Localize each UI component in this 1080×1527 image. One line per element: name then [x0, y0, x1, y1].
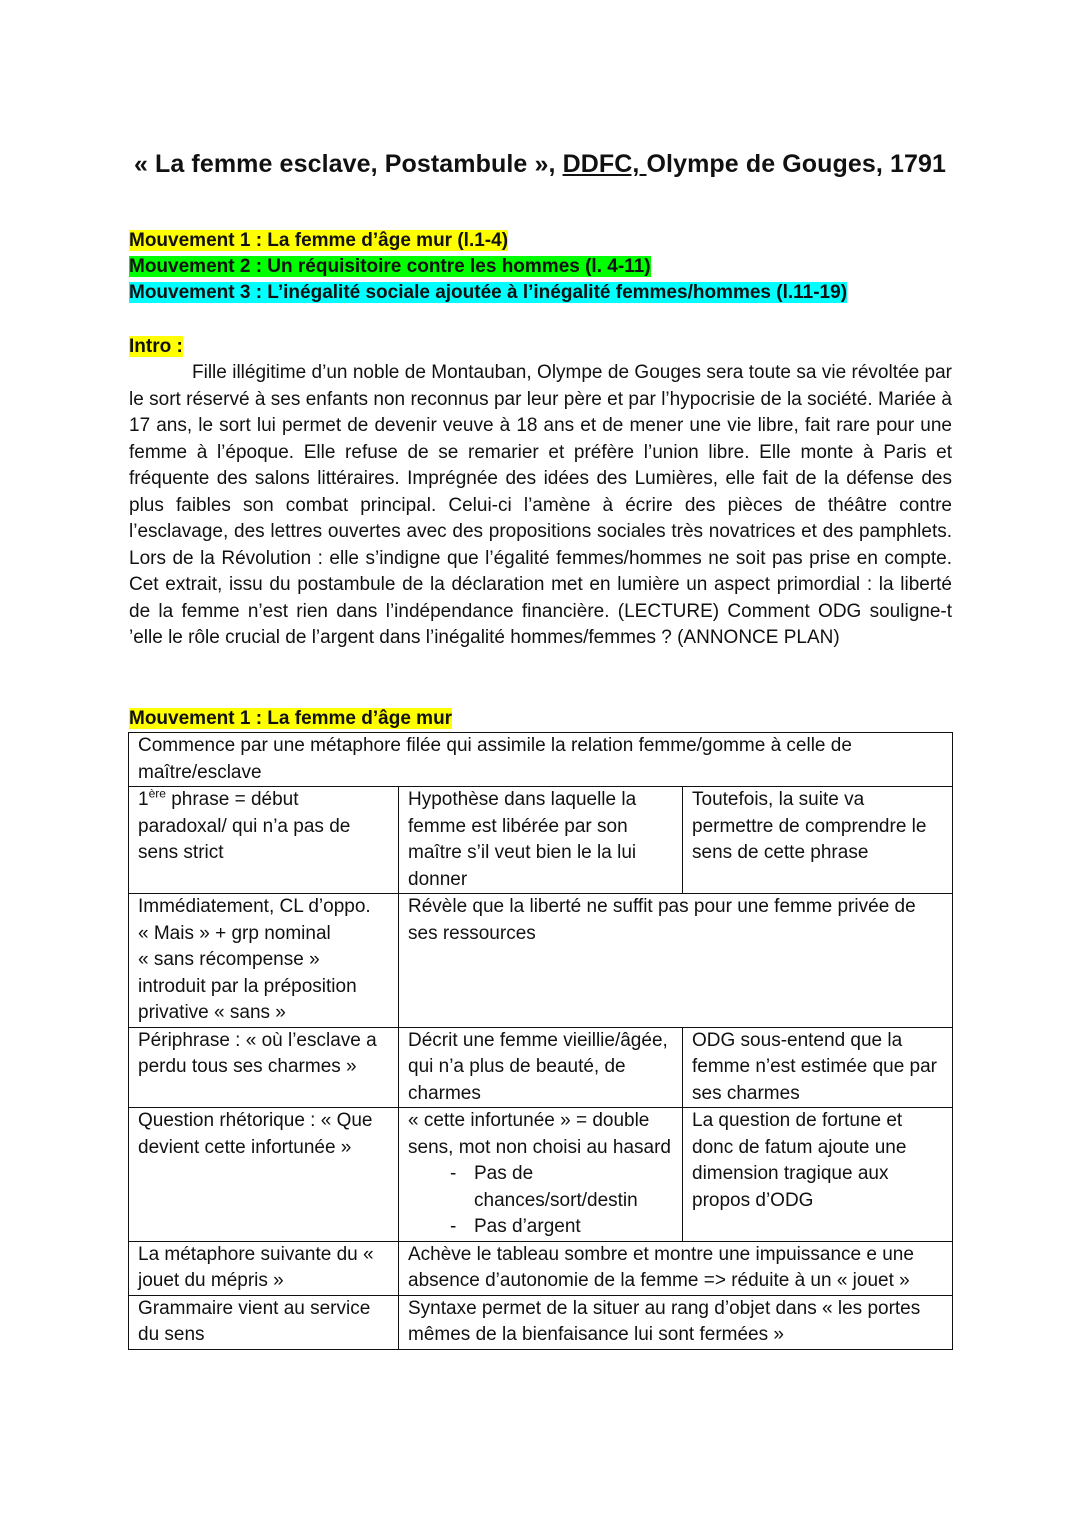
- table-row: [129, 1027, 953, 1108]
- movement-1-heading: Mouvement 1 : La femme d’âge mur (l.1-4): [129, 230, 509, 251]
- table-cell: Grammaire vient au service du sens: [129, 1295, 399, 1349]
- table-cell: La question de fortune et donc de fatum ajoute une dimension tragique aux propos d’ODG: [683, 1108, 953, 1242]
- movement-3-heading: Mouvement 3 : L’inégalité sociale ajoutée à l’inégalité femmes/hommes (l.11-19): [129, 282, 848, 303]
- title-author: Olympe de Gouges, 1791: [646, 150, 947, 178]
- table-header-cell: Commence par une métaphore filée qui assimile la relation femme/gomme à celle de maître/esclave: [129, 733, 953, 787]
- title-quote: « La femme esclave, Postambule »,: [133, 150, 563, 178]
- movement-2-heading: Mouvement 2 : Un réquisitoire contre les hommes (l. 4-11): [129, 256, 651, 277]
- table-cell: Immédiatement, CL d’oppo. « Mais » + grp nominal « sans récompense » introduit par la préposition privative « sans »: [129, 894, 399, 1028]
- table-cell: Décrit une femme vieillie/âgée, qui n’a plus de beauté, de charmes: [399, 1027, 683, 1108]
- table-cell: Révèle que la liberté ne suffit pas pour une femme privée de ses ressources: [399, 894, 953, 1028]
- list-item: - Pas d’argent: [450, 1214, 673, 1241]
- table-row: [129, 1241, 953, 1295]
- table-cell: « cette infortunée » = double sens, mot non choisi au hasard - Pas de chances/sort/destin - Pas d’argent: [399, 1108, 683, 1242]
- table-cell: Périphrase : « où l’esclave a perdu tous ses charmes »: [129, 1027, 399, 1108]
- analysis-table: [128, 732, 953, 1350]
- title-work: DDFC,: [562, 150, 647, 178]
- table-cell: ODG sous-entend que la femme n’est estimée que par ses charmes: [683, 1027, 953, 1108]
- table-cell: La métaphore suivante du « jouet du mépris »: [129, 1241, 399, 1295]
- table-cell: Hypothèse dans laquelle la femme est libérée par son maître s’il veut bien le la lui donner: [399, 787, 683, 894]
- table-row: [129, 787, 953, 894]
- section-1-heading: Mouvement 1 : La femme d’âge mur: [129, 708, 453, 729]
- table-row: [129, 894, 953, 1028]
- table-cell: Achève le tableau sombre et montre une impuissance e une absence d’autonomie de la femme => réduite à un « jouet »: [399, 1241, 953, 1295]
- intro-text: Fille illégitime d’un noble de Montauban, Olympe de Gouges sera toute sa vie révoltée par le sort réservé à ses enfants non reconnus par leur père et par l’hypocrisie de la société. Mariée à 17 ans, le sort lui permet de devenir veuve à 18 ans et de mener une vie libre, fait rare pour une femme à l’époque. Elle refuse de se remarier et préfère l’union libre. Elle monte à Paris et fréquente des salons littéraires. Imprégnée des idées des Lumières, elle fait de la défense des plus faibles son combat principal. Celui-ci l’amène à écrire des pièces de théâtre contre l’esclavage, des lettres ouvertes avec des propositions sociales très novatrices et des pamphlets. Lors de la Révolution : elle s’indigne que l’égalité femmes/hommes ne soit pas prise en compte. Cet extrait, issu du postambule de la déclaration met en lumière un aspect primordial : la liberté de la femme n’est rien dans l’indépendance financière. (LECTURE) Comment ODG souligne-t ’elle le rôle crucial de l’argent dans l’inégalité hommes/femmes ? (ANNONCE PLAN): [129, 362, 952, 648]
- table-cell: Syntaxe permet de la situer au rang d’objet dans « les portes mêmes de la bienfaisance lui sont fermées »: [399, 1295, 953, 1349]
- list-item: - Pas de chances/sort/destin: [450, 1161, 673, 1214]
- table-header-row: [129, 733, 953, 787]
- table-row: [129, 1108, 953, 1242]
- intro-heading: Intro :: [129, 336, 183, 357]
- dash-list: [408, 1161, 673, 1241]
- table-cell: 1ère phrase = début paradoxal/ qui n’a pas de sens strict: [129, 787, 399, 894]
- table-row: [129, 1295, 953, 1349]
- document-title: [0, 150, 1080, 179]
- intro-paragraph: [129, 360, 952, 652]
- table-cell: Question rhétorique : « Que devient cette infortunée »: [129, 1108, 399, 1242]
- table-cell: Toutefois, la suite va permettre de comprendre le sens de cette phrase: [683, 787, 953, 894]
